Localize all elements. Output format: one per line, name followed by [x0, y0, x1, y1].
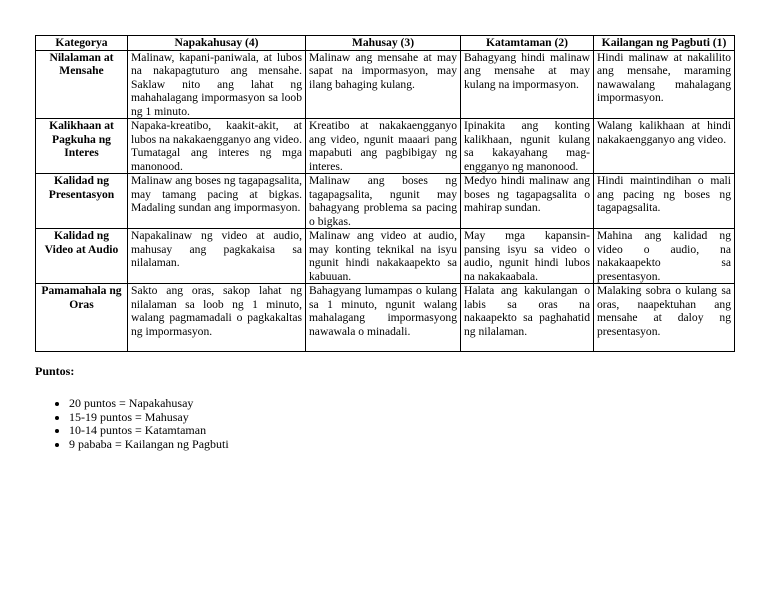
rubric-table	[35, 35, 735, 352]
rubric-cell: Malinaw ang video at audio, may konting teknikal na isyu ngunit hindi nakakaapekto sa kabuuan.	[306, 229, 461, 284]
list-item: • 9 pababa = Kailangan ng Pagbuti	[69, 438, 734, 452]
rubric-cell: Kreatibo at nakakaengganyo ang video, ngunit maaari pang mapabuti ang pagbibigay ng interes.	[306, 119, 461, 174]
list-item: • 10-14 puntos = Katamtaman	[69, 424, 734, 438]
rubric-cell: Malinaw, kapani-paniwala, at lubos na nakapagtuturo ang mensahe. Saklaw nito ang lahat ng mahahalagang impormasyon sa loob ng 1 minuto.	[128, 50, 306, 119]
rubric-header-row	[36, 36, 735, 51]
table-row	[36, 119, 735, 174]
rubric-cell: Bahagyang hindi malinaw ang mensahe at may kulang na impormasyon.	[461, 50, 594, 119]
column-header: Katamtaman (2)	[461, 36, 594, 51]
column-header: Mahusay (3)	[306, 36, 461, 51]
points-section	[35, 364, 734, 451]
list-item: • 20 puntos = Napakahusay	[69, 397, 734, 411]
column-header: Napakahusay (4)	[128, 36, 306, 51]
table-row	[36, 50, 735, 119]
category-cell: Kalikhaan at Pagkuha ng Interes	[36, 119, 128, 174]
rubric-cell: Halata ang kakulangan o labis sa oras na nakaapekto sa paghahatid ng nilalaman.	[461, 284, 594, 352]
rubric-cell: Ipinakita ang konting kalikhaan, ngunit kulang sa kakayahang mag-engganyo ng manonood.	[461, 119, 594, 174]
rubric-cell: Hindi maintindihan o mali ang pacing ng boses ng tagapagsalita.	[594, 174, 735, 229]
rubric-cell: Walang kalikhaan at hindi nakakaengganyo ang video.	[594, 119, 735, 174]
category-cell: Kalidad ng Video at Audio	[36, 229, 128, 284]
rubric-cell: Napaka-kreatibo, kaakit-akit, at lubos na nakakaengganyo ang video. Tumatagal ang interes ng mga manonood.	[128, 119, 306, 174]
rubric-cell: May mga kapansin-pansing isyu sa video o audio, ngunit hindi lubos na nakakaabala.	[461, 229, 594, 284]
rubric-cell: Medyo hindi malinaw ang boses ng tagapagsalita o mahirap sundan.	[461, 174, 594, 229]
table-row	[36, 229, 735, 284]
rubric-cell: Hindi malinaw at nakalilito ang mensahe, maraming nawawalang mahalagang impormasyon.	[594, 50, 735, 119]
table-row	[36, 284, 735, 352]
rubric-cell: Malinaw ang mensahe at may sapat na impormasyon, may ilang bahaging kulang.	[306, 50, 461, 119]
rubric-cell: Malinaw ang boses ng tagapagsalita, may tamang pacing at bigkas. Madaling sundan ang impormasyon.	[128, 174, 306, 229]
rubric-cell: Napakalinaw ng video at audio, mahusay ang pagkakaisa sa nilalaman.	[128, 229, 306, 284]
points-title: Puntos:	[35, 364, 75, 378]
rubric-cell: Sakto ang oras, sakop lahat ng nilalaman sa loob ng 1 minuto, walang pagmamadali o pagkakaltas ng impormasyon.	[128, 284, 306, 352]
rubric-cell: Bahagyang lumampas o kulang sa 1 minuto, ngunit walang mahalagang impormasyong nawawala o minadali.	[306, 284, 461, 352]
table-row	[36, 174, 735, 229]
column-header: Kailangan ng Pagbuti (1)	[594, 36, 735, 51]
points-list	[35, 397, 734, 451]
category-cell: Kalidad ng Presentasyon	[36, 174, 128, 229]
rubric-cell: Malinaw ang boses ng tagapagsalita, ngunit may bahagyang problema sa pacing o bigkas.	[306, 174, 461, 229]
category-cell: Pamamahala ng Oras	[36, 284, 128, 352]
rubric-cell: Mahina ang kalidad ng video o audio, na nakakaapekto sa presentasyon.	[594, 229, 735, 284]
category-cell: Nilalaman at Mensahe	[36, 50, 128, 119]
rubric-cell: Malaking sobra o kulang sa oras, naapektuhan ang mensahe at daloy ng presentasyon.	[594, 284, 735, 352]
document-page	[35, 35, 734, 451]
list-item: • 15-19 puntos = Mahusay	[69, 411, 734, 425]
column-header: Kategorya	[36, 36, 128, 51]
